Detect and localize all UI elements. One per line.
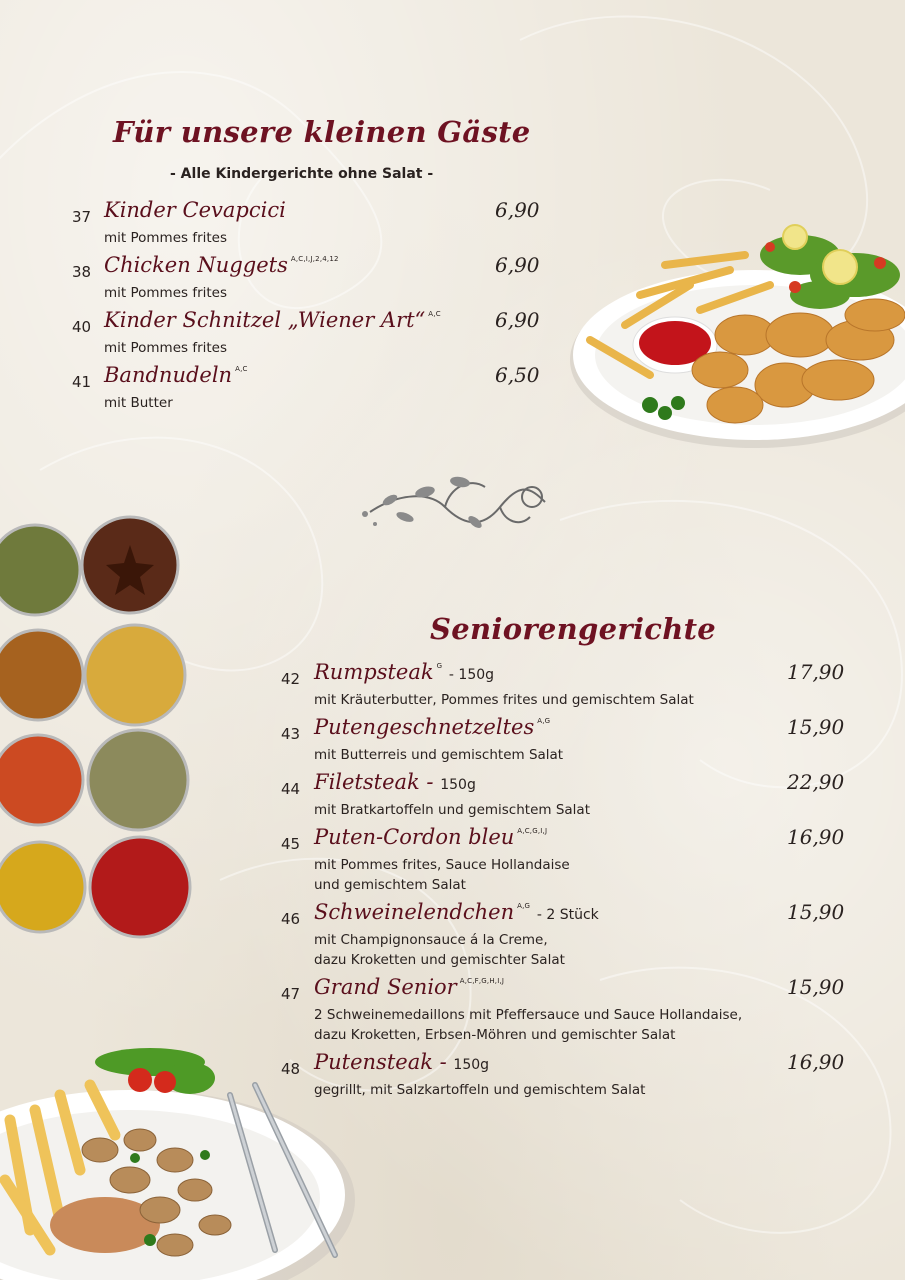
allergen-codes: A,G	[537, 717, 551, 725]
dish-price: 6,90	[495, 308, 540, 332]
dish-price: 22,90	[787, 770, 845, 794]
allergen-codes: A,G	[517, 902, 531, 910]
chicken-nuggets-plate-image	[570, 215, 905, 455]
dish-description: mit Kräuterbutter, Pommes frites und gemischtem Salat	[314, 692, 694, 708]
item-number: 48	[281, 1060, 301, 1078]
dish-name: Putengeschnetzeltes $^{A,G}$	[314, 715, 551, 739]
item-number: 37	[72, 208, 92, 226]
allergen-codes: A,C,I,J,2,4,12	[290, 255, 339, 263]
kids-section-title: Für unsere kleinen Gäste	[113, 115, 531, 149]
item-number: 45	[281, 835, 301, 853]
dish-price: 15,90	[787, 715, 845, 739]
dish-weight: - 150g	[448, 667, 495, 683]
dish-name: Puten-Cordon bleu $^{A,C,G,I,J}$	[314, 825, 548, 849]
item-number: 46	[281, 910, 301, 928]
dish-name: Kinder Cevapcici	[104, 198, 286, 222]
turkey-steak-plate-image	[0, 1040, 360, 1280]
dish-weight: 150g	[453, 1057, 490, 1073]
dish-price: 6,90	[495, 198, 540, 222]
item-number: 44	[281, 780, 301, 798]
dish-description: mit Pommes frites, Sauce Hollandaise und gemischtem Salat	[314, 857, 570, 893]
item-number: 40	[72, 318, 92, 336]
allergen-codes: A,C	[428, 310, 441, 318]
dish-description: mit Pommes frites	[104, 340, 228, 356]
dish-name: Chicken Nuggets $^{A,C,I,J,2,4,12}$	[104, 253, 339, 277]
dish-price: 16,90	[787, 825, 845, 849]
dish-name: Kinder Schnitzel „Wiener Art“ $^{A,C}$	[104, 308, 441, 332]
dish-weight: 150g	[440, 777, 476, 793]
kids-section-subtitle: - Alle Kindergerichte ohne Salat -	[170, 166, 434, 182]
item-number: 42	[281, 670, 301, 688]
dish-name: Rumpsteak $^G$ - 150g	[314, 660, 495, 684]
dish-price: 6,50	[495, 363, 540, 387]
dish-name: Schweinelendchen $^{A,G}$ - 2 Stück	[314, 900, 599, 924]
dish-price: 15,90	[787, 975, 845, 999]
dish-name: Putensteak - 150g	[314, 1050, 490, 1074]
seniors-section-title: Seniorengerichte	[430, 612, 717, 646]
dish-price: 6,90	[495, 253, 540, 277]
dish-name: Bandnudeln $^{A,C}$	[104, 363, 248, 387]
allergen-codes: G	[436, 662, 443, 670]
dish-name: Filetsteak - 150g	[314, 770, 476, 794]
dish-description: 2 Schweinemedaillons mit Pfeffersauce und Sauce Hollandaise, dazu Kroketten, Erbsen-Möhren und gemischter Salat	[314, 1007, 743, 1043]
dish-description: mit Bratkartoffeln und gemischtem Salat	[314, 802, 590, 818]
allergen-codes: A,C	[235, 365, 248, 373]
dish-description: mit Butterreis und gemischtem Salat	[314, 747, 564, 763]
item-number: 47	[281, 985, 301, 1003]
allergen-codes: A,C,G,I,J	[517, 827, 548, 835]
dish-name: Grand Senior $^{A,C,F,G,H,I,J}$	[314, 975, 505, 999]
dish-price: 16,90	[787, 1050, 845, 1074]
dish-description: mit Butter	[104, 395, 173, 411]
dish-description: gegrillt, mit Salzkartoffeln und gemischtem Salat	[314, 1082, 646, 1098]
allergen-codes: A,C,F,G,H,I,J	[459, 977, 505, 985]
dish-description: mit Pommes frites	[104, 285, 228, 301]
dish-price: 17,90	[787, 660, 845, 684]
dish-description: mit Pommes frites	[104, 230, 228, 246]
item-number: 38	[72, 263, 92, 281]
dish-weight: - 2 Stück	[536, 907, 599, 923]
spice-bowls-image	[0, 515, 205, 965]
item-number: 41	[72, 373, 92, 391]
floral-ornament-icon	[350, 462, 555, 542]
dish-description: mit Champignonsauce á la Creme, dazu Kroketten und gemischter Salat	[314, 932, 565, 968]
item-number: 43	[281, 725, 301, 743]
dish-price: 15,90	[787, 900, 845, 924]
